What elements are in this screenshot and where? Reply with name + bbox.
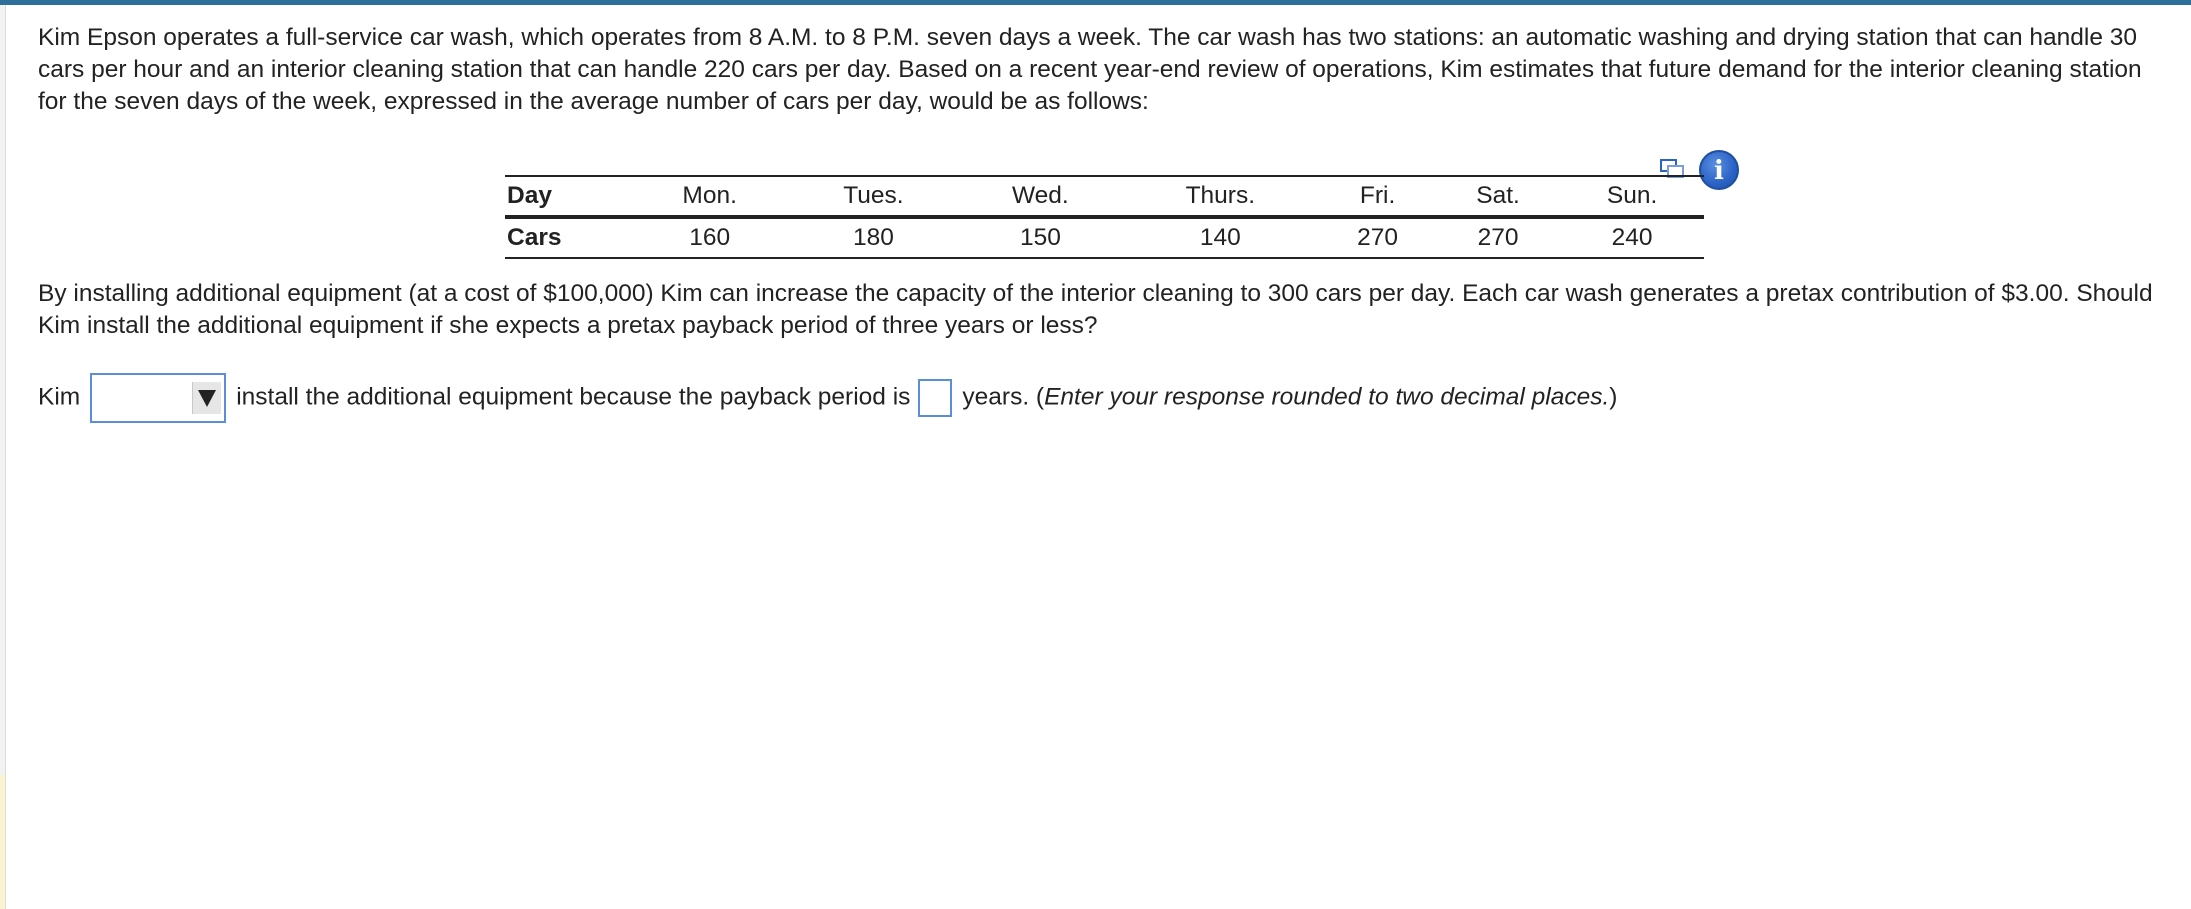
answer-suffix-start: years. ( [962,383,1045,411]
answer-instructions: Enter your response rounded to two decimal places. [1044,383,1610,411]
top-accent-bar [0,0,2191,5]
left-rail-highlight [0,775,5,909]
day-thurs: Thurs. [1185,182,1256,209]
cars-wed: 150 [1019,224,1061,251]
cars-sat: 270 [1477,224,1519,251]
day-fri: Fri. [1359,182,1396,209]
cars-fri: 270 [1357,224,1399,251]
table-header-row [505,176,1704,217]
table-row [505,217,1704,258]
answer-suffix [962,384,1617,411]
dropdown-arrow-icon[interactable] [192,382,221,414]
cars-tues: 180 [852,224,894,251]
day-sun: Sun. [1606,182,1658,209]
answer-line [38,372,1617,422]
day-sat: Sat. [1476,182,1520,209]
answer-suffix-end: ) [1609,383,1618,411]
demand-table-container [505,175,1704,259]
day-wed: Wed. [1012,182,1069,209]
payback-period-input[interactable] [918,379,952,417]
answer-middle-text: install the additional equipment because the payback period is [236,383,911,411]
info-icon[interactable] [1699,150,1739,190]
left-rail [0,5,6,909]
answer-prefix: Kim [38,383,81,411]
demand-table [505,175,1704,259]
table-tools [1659,132,1759,186]
cars-thurs: 140 [1199,224,1241,251]
question-content [38,22,2158,411]
cars-sun: 240 [1611,224,1653,251]
question-paragraph-intro: Kim Epson operates a full-service car wash, which operates from 8 A.M. to 8 P.M. seven days a week. The car wash has two stations: an automatic washing and drying station that can handle 30 cars per hour and an interior cleaning station that can handle 220 cars per day. Based on a recent year-end review of operations, Kim estimates that future demand for the interior cleaning station for the seven days of the week, expressed in the average number of cars per day, would be as follows: [38,24,2142,115]
cars-row-label: Cars [507,224,562,251]
info-glyph: i [1714,156,1724,186]
day-mon: Mon. [682,182,737,209]
question-paragraph-equipment: By installing additional equipment (at a cost of $100,000) Kim can increase the capacity of the interior cleaning to 300 cars per day. Each car wash generates a pretax contribution of $3.00. Should Kim install the additional equipment if she expects a pretax payback period of three years or less? [38,280,2153,339]
cars-mon: 160 [689,224,731,251]
day-header: Day [507,182,552,209]
day-tues: Tues. [843,182,904,209]
should-install-dropdown[interactable] [90,373,226,423]
